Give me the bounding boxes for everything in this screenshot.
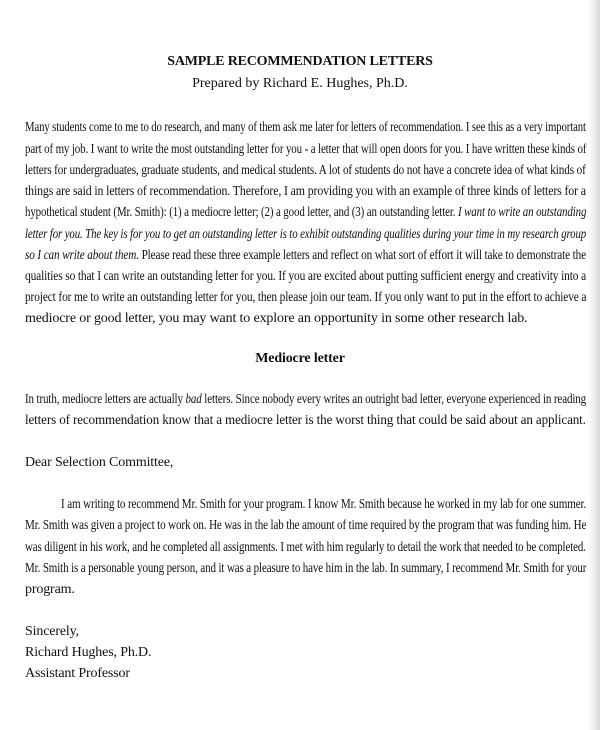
intro-line-6: letter for you. The key is for you to get an outstanding letter is to exhibit outstanding qualities during your time in my research group xyxy=(25,227,587,242)
intro-line-1: Many students come to me to do research, and many of them ask me later for letters of recommendation. I see this as a very important xyxy=(25,120,586,135)
explanation-line-1 xyxy=(25,392,586,408)
document-subtitle: Prepared by Richard E. Hughes, Ph.D. xyxy=(192,76,408,91)
letter-line-2: Mr. Smith was given a project to work on. He was in the lab the amount of time required by the program that was funding him. He xyxy=(25,518,587,533)
section-heading: Mediocre letter xyxy=(255,351,345,366)
explanation-line-1-c: letters. Since nobody every writes an outright bad letter, everyone experienced in reading xyxy=(201,392,587,407)
intro-line-7-italic: so I can write about them. xyxy=(25,248,139,263)
explanation-line-1-a: In truth, mediocre letters are actually xyxy=(25,392,186,407)
letter-line-3: was diligent in his work, and he completed all assignments. I met with him regularly to detail the work that needed to be completed. xyxy=(25,540,586,555)
intro-line-4: things are said in letters of recommendation. Therefore, I am providing you with an example of three kinds of letters for a xyxy=(25,184,586,199)
letter-line-1: I am writing to recommend Mr. Smith for your program. I know Mr. Smith because he worked in my lab for one summer. xyxy=(61,497,587,512)
intro-line-2: part of my job. I want to write the most outstanding letter for you - a letter that will open doors for you. I have written these kinds of xyxy=(25,142,587,157)
explanation-line-1-italic: bad xyxy=(185,392,202,407)
intro-line-5 xyxy=(25,205,586,221)
closing: Sincerely, xyxy=(25,624,79,639)
intro-line-3: letters for undergraduates, graduate students, and medical students. A lot of students do not have a concrete idea of what kinds of xyxy=(25,163,586,178)
intro-line-5-regular: hypothetical student (Mr. Smith): (1) a mediocre letter; (2) a good letter, and (3) an outstanding letter. xyxy=(25,205,458,220)
signer-title: Assistant Professor xyxy=(25,666,130,681)
intro-line-5-italic: I want to write an outstanding xyxy=(457,205,587,220)
intro-line-10: mediocre or good letter, you may want to explore an opportunity in some other research lab. xyxy=(25,311,528,326)
intro-line-8: qualities so that I can write an outstanding letter for you. If you are excited about putting sufficient energy and creativity into a xyxy=(25,269,587,284)
intro-line-7-regular: Please read these three example letters and reflect on what sort of effort it will take to demonstrate the xyxy=(138,248,586,263)
signer-name: Richard Hughes, Ph.D. xyxy=(25,645,152,660)
document-title: SAMPLE RECOMMENDATION LETTERS xyxy=(167,54,433,69)
salutation: Dear Selection Committee, xyxy=(25,455,174,470)
explanation-line-2: letters of recommendation know that a mediocre letter is the worst thing that could be said about an applicant. xyxy=(25,413,586,428)
letter-line-4: Mr. Smith is a personable young person, and it was a pleasure to have him in the lab. In summary, I recommend Mr. Smith for your xyxy=(25,561,587,576)
letter-line-5: program. xyxy=(25,582,75,597)
intro-line-9: project for me to write an outstanding letter for you, then please join our team. If you only want to put in the effort to achieve a xyxy=(25,290,587,305)
intro-line-7 xyxy=(25,248,586,264)
